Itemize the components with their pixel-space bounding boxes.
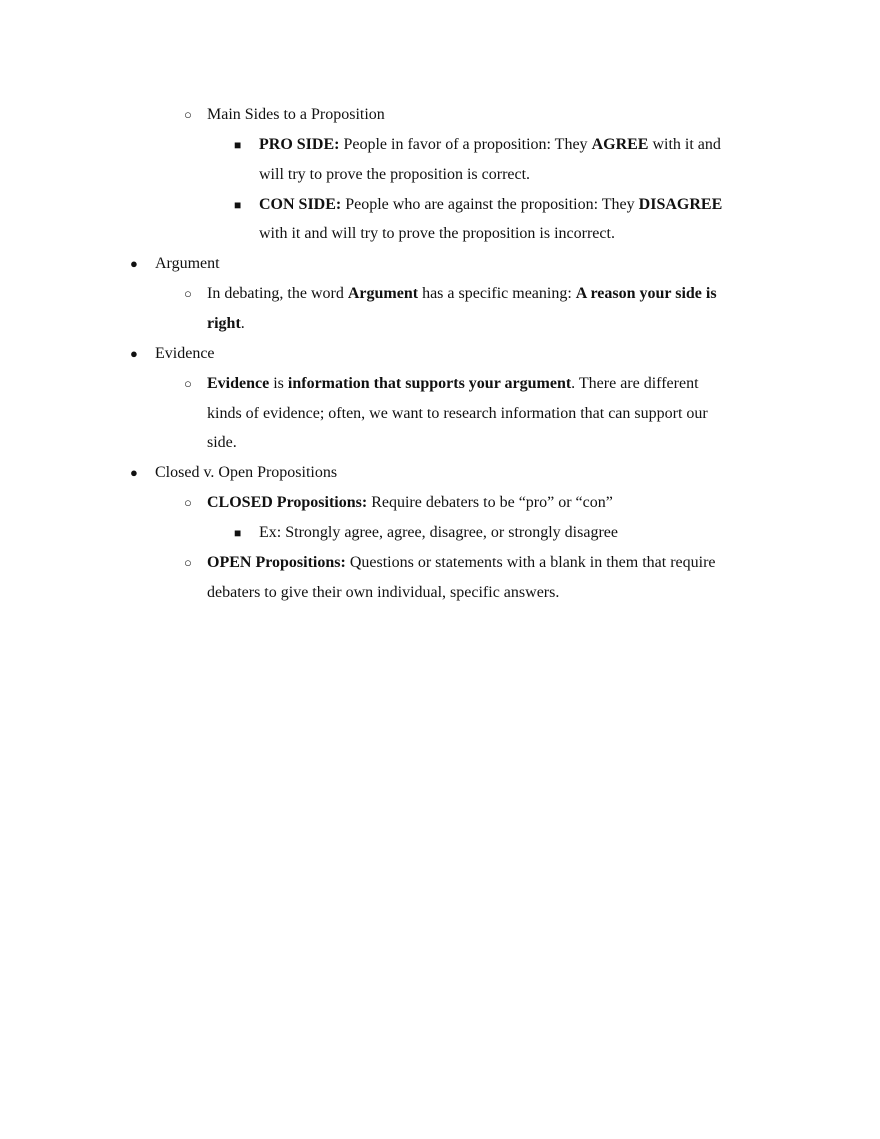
text: Argument — [155, 255, 220, 273]
text: is — [269, 374, 288, 392]
list-item-line — [234, 130, 721, 160]
hollow-bullet-icon: ○ — [184, 286, 192, 302]
hollow-bullet-icon: ○ — [184, 495, 192, 511]
square-bullet-icon: ■ — [234, 197, 242, 212]
text: kinds of evidence; often, we want to research information that can support our — [207, 404, 708, 422]
bold-text: A reason your side is — [575, 285, 717, 303]
list-item-line — [207, 309, 245, 339]
list-item-line — [207, 428, 237, 458]
text: will try to prove the proposition is correct. — [259, 165, 531, 183]
list-item-line — [234, 518, 618, 548]
text: Closed v. Open Propositions — [155, 464, 338, 482]
text: with it and will try to prove the proposition is incorrect. — [259, 225, 615, 243]
text: with it and — [648, 135, 721, 153]
bold-text: information that supports your argument — [287, 374, 572, 392]
list-item-line — [130, 339, 215, 369]
list-item-line — [259, 160, 530, 190]
bold-text: Evidence — [207, 374, 270, 392]
text: side. — [207, 434, 237, 452]
bold-text: CON SIDE: — [259, 195, 342, 213]
bold-text: Argument — [347, 285, 419, 303]
square-bullet-icon: ■ — [234, 137, 242, 152]
text: Questions or statements with a blank in them that require — [345, 553, 716, 571]
hollow-bullet-icon: ○ — [184, 107, 192, 122]
list-item-line — [234, 190, 723, 220]
hollow-bullet-icon: ○ — [184, 375, 192, 391]
bold-text: right — [207, 314, 241, 332]
list-item-line — [130, 249, 220, 279]
text: . There are different — [571, 374, 699, 392]
text: People in favor of a proposition: They — [339, 135, 592, 153]
bold-text: OPEN Propositions: — [207, 553, 346, 571]
square-bullet-icon: ■ — [234, 525, 242, 540]
filled-bullet-icon: ● — [130, 256, 138, 272]
text: . — [240, 314, 245, 332]
list-item-line — [184, 548, 716, 578]
list-item-line — [259, 219, 615, 249]
list-item-line — [207, 578, 559, 608]
filled-bullet-icon: ● — [130, 345, 138, 361]
hollow-bullet-icon: ○ — [184, 554, 192, 570]
text: Ex: Strongly agree, agree, disagree, or strongly disagree — [259, 523, 618, 541]
text: Evidence — [155, 344, 215, 362]
text: has a specific meaning: — [418, 285, 576, 303]
list-item-line — [184, 369, 699, 399]
list-item-line — [130, 458, 338, 488]
text: debaters to give their own individual, specific answers. — [207, 583, 560, 601]
list-item-line — [184, 488, 613, 518]
bold-text: DISAGREE — [638, 195, 723, 213]
text: Require debaters to be “pro” or “con” — [367, 494, 613, 512]
filled-bullet-icon: ● — [130, 465, 138, 481]
text: Main Sides to a Proposition — [207, 106, 385, 123]
list-item-line — [207, 399, 708, 429]
bold-text: AGREE — [591, 135, 649, 153]
list-item-line — [184, 279, 717, 309]
text: People who are against the proposition: They — [341, 195, 639, 213]
bold-text: PRO SIDE: — [259, 135, 340, 153]
bold-text: CLOSED Propositions: — [207, 494, 368, 512]
text: In debating, the word — [207, 285, 348, 303]
list-item-line — [184, 100, 385, 130]
